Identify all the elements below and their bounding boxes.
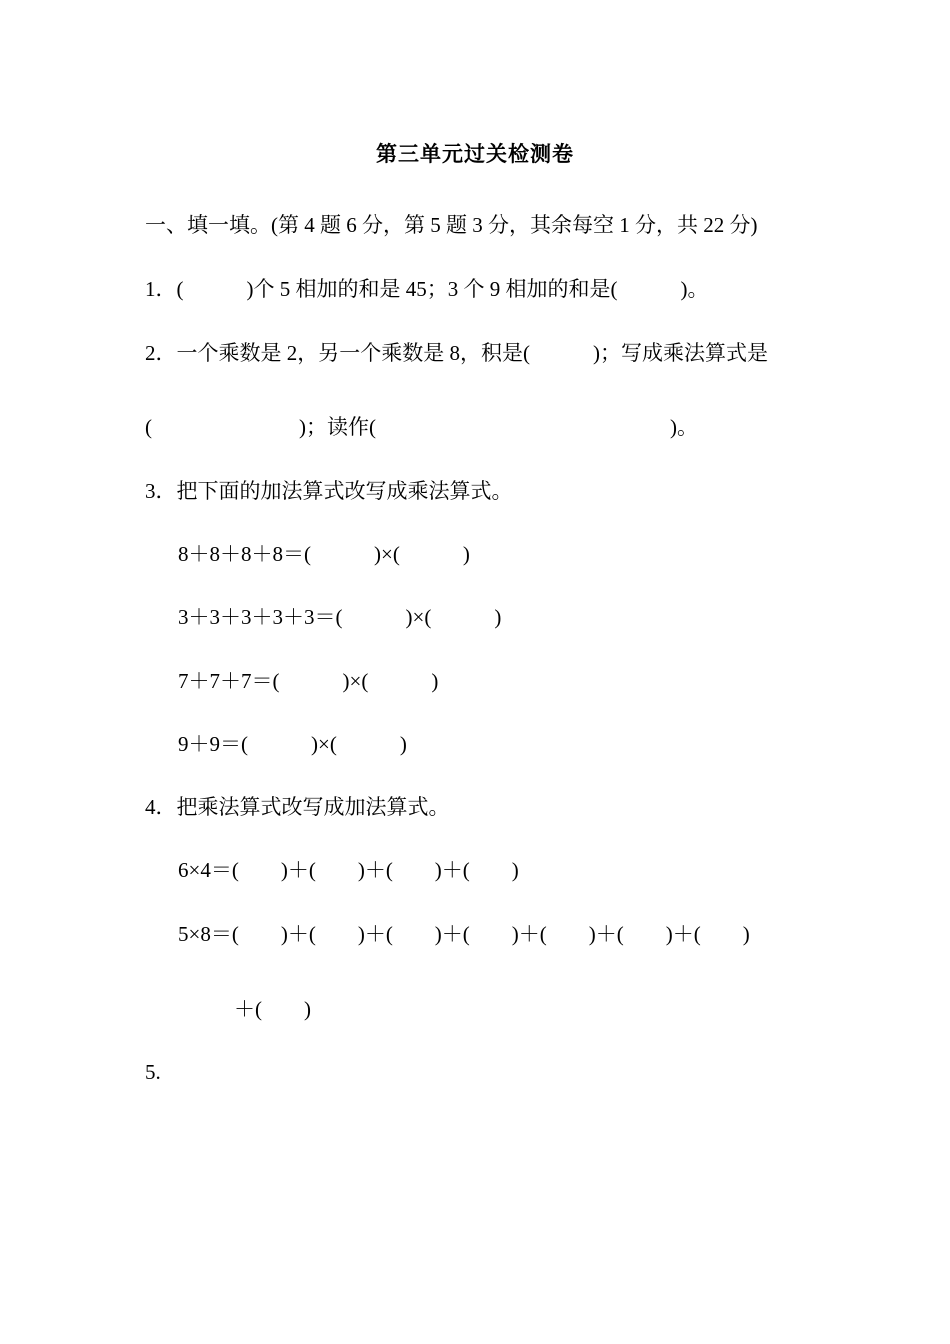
question-2-line-1: 2．一个乘数是 2，另一个乘数是 8，积是( )；写成乘法算式是	[145, 341, 768, 365]
question-5: 5.	[145, 1060, 161, 1084]
question-4-item-continuation: ＋( )	[234, 997, 311, 1021]
question-4-item: 6×4＝( )＋( )＋( )＋( )	[178, 858, 519, 882]
question-3-item: 7＋7＋7＝( )×( )	[178, 669, 439, 693]
question-3-item: 3＋3＋3＋3＋3＝( )×( )	[178, 605, 502, 629]
question-4-prompt: 4．把乘法算式改写成加法算式。	[145, 795, 450, 819]
section-heading: 一、填一填。(第 4 题 6 分，第 5 题 3 分，其余每空 1 分，共 22 分)	[145, 213, 758, 237]
question-1: 1．( )个 5 相加的和是 45；3 个 9 相加的和是( )。	[145, 277, 709, 301]
question-3-item: 8＋8＋8＋8＝( )×( )	[178, 542, 470, 566]
question-3-item: 9＋9＝( )×( )	[178, 732, 407, 756]
question-2-line-2: ( )；读作( )。	[145, 415, 698, 439]
question-3-prompt: 3．把下面的加法算式改写成乘法算式。	[145, 479, 513, 503]
page-title: 第三单元过关检测卷	[376, 142, 574, 166]
question-4-item: 5×8＝( )＋( )＋( )＋( )＋( )＋( )＋( )	[178, 922, 750, 946]
